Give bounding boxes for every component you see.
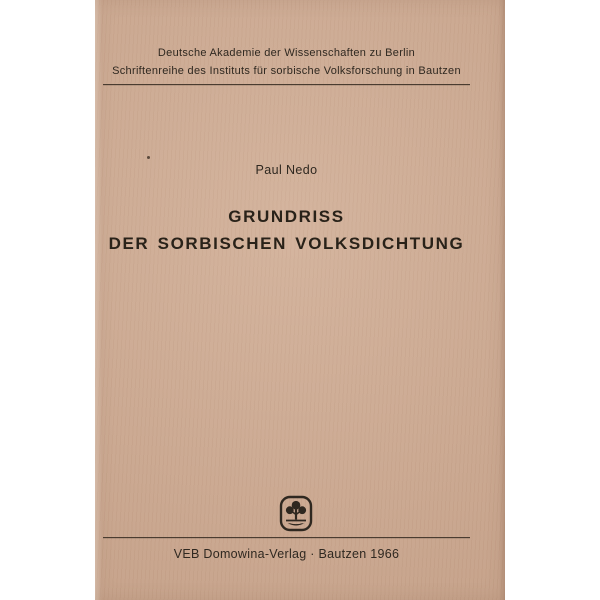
scan-speck [147, 156, 150, 159]
author-name: Paul Nedo [255, 163, 318, 177]
publisher-logo [279, 495, 313, 532]
title-line-2: DER SORBISCHEN VOLKSDICHTUNG [108, 234, 465, 253]
title-line-1: GRUNDRISS [228, 207, 345, 226]
book-title-page [95, 0, 505, 600]
header-rule [103, 84, 470, 85]
footer-rule [103, 537, 470, 538]
linden-tree-icon [279, 495, 313, 532]
book-title [103, 203, 470, 257]
series-line-2: Schriftenreihe des Instituts für sorbische Volksforschung in Bautzen [112, 65, 461, 77]
series-header [103, 44, 470, 80]
imprint-line: VEB Domowina-Verlag · Bautzen 1966 [173, 547, 400, 561]
title-page-content [103, 0, 470, 600]
series-line-1: Deutsche Akademie der Wissenschaften zu Berlin [157, 47, 416, 59]
